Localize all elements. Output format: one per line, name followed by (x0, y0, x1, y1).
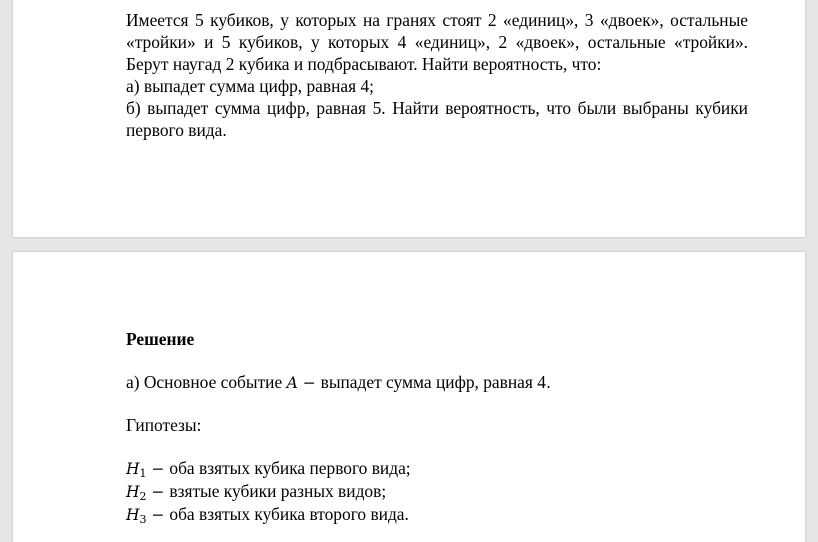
problem-part-a: а) выпадет сумма цифр, равная 4; (126, 76, 375, 96)
hypothesis-dash: − (146, 483, 170, 501)
hypothesis-symbol: $H_3$ (126, 506, 147, 526)
hypotheses-label: Гипотезы: (126, 415, 202, 435)
event-dash: − (297, 374, 321, 392)
page-1 (13, 0, 805, 237)
solution-heading: Решение (126, 329, 195, 349)
hypothesis-text: взятые кубики разных видов; (169, 481, 387, 501)
hypothesis-3 (126, 503, 409, 531)
hypothesis-dash: − (146, 506, 170, 524)
page-2 (13, 252, 805, 542)
main-event-end: . (545, 374, 551, 392)
main-event-prefix: а) Основное событие (126, 372, 287, 392)
hypothesis-symbol: $H_1$ (126, 460, 147, 480)
hypothesis-symbol: $H_2$ (126, 483, 147, 503)
hypothesis-text: оба взятых кубика второго вида. (169, 504, 409, 524)
main-event-line (126, 371, 551, 394)
problem-part-b: б) выпадет сумма цифр, равная 5. Найти вероятность, что были выбраны кубики первого вида. (126, 98, 748, 140)
problem-paragraph: Имеется 5 кубиков, у которых на гранях стоят 2 «единиц», 3 «двоек», остальные «тройки» и 5 кубиков, у которых 4 «единиц», 2 «двоек», остальные «тройки». Берут наугад 2 кубика и подбрасывают. Найти вероятность, что: (126, 10, 748, 74)
hypothesis-text: оба взятых кубика первого вида; (169, 458, 411, 478)
event-symbol-a: A (286, 374, 298, 392)
problem-statement (126, 9, 748, 141)
hypothesis-dash: − (146, 460, 170, 478)
main-event-text: выпадет сумма цифр, равная 4 (320, 372, 546, 392)
